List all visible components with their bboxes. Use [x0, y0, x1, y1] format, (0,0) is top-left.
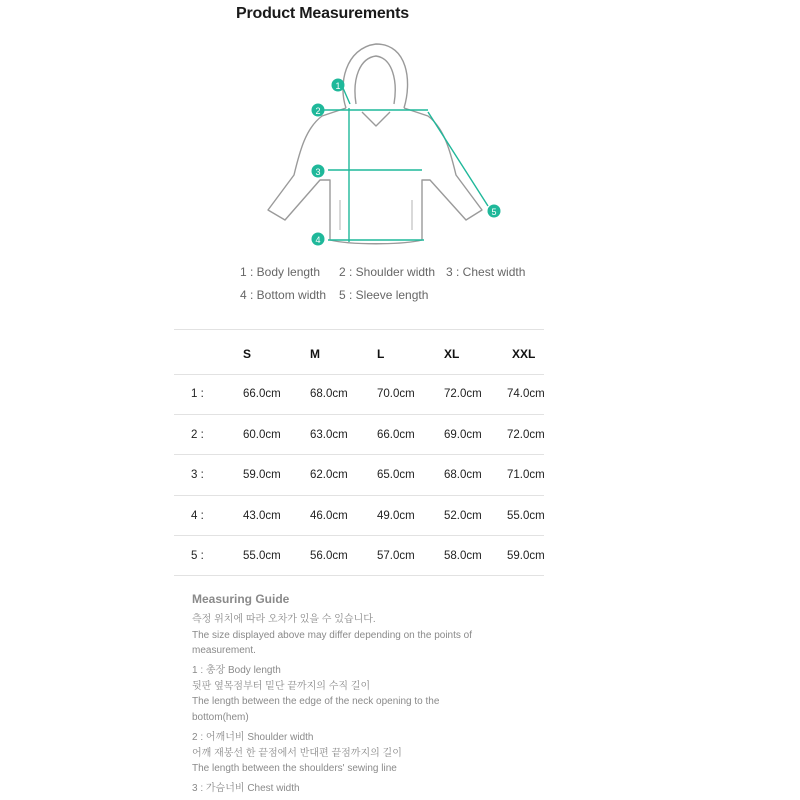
page-title: Product Measurements	[236, 5, 409, 22]
table-cell: 58.0cm	[444, 550, 482, 562]
header-xl: XL	[444, 347, 460, 361]
table-cell: 71.0cm	[507, 469, 545, 481]
marker-3	[312, 165, 325, 178]
marker-2	[312, 104, 325, 117]
guide-shoulder-width	[192, 730, 402, 777]
table-cell: 59.0cm	[243, 469, 281, 481]
header-m: M	[310, 347, 320, 361]
legend-bottom-width: 4 : Bottom width	[240, 288, 327, 302]
guide-intro-en-cont: measurement.	[192, 645, 256, 656]
svg-text:4: 4	[315, 235, 321, 245]
table-cell: 65.0cm	[377, 469, 415, 481]
table-divider	[174, 414, 544, 415]
guide-shoulder-width-en: The length between the shoulders' sewing line	[192, 763, 397, 774]
table-cell: 57.0cm	[377, 550, 415, 562]
table-cell: 66.0cm	[243, 388, 281, 400]
svg-text:2: 2	[315, 106, 321, 116]
legend-shoulder-width: 2 : Shoulder width	[339, 265, 436, 279]
table-cell: 70.0cm	[377, 388, 415, 400]
table-cell: 69.0cm	[444, 429, 482, 441]
row-label: 3 :	[191, 469, 204, 481]
table-cell: 56.0cm	[310, 550, 348, 562]
hoodie-diagram	[0, 0, 800, 260]
guide-body-length-en: The length between the edge of the neck opening to the	[192, 696, 440, 707]
guide-body-length-en-cont: bottom(hem)	[192, 711, 249, 723]
table-divider	[174, 329, 544, 330]
table-divider	[174, 495, 544, 496]
measure-lines	[322, 88, 488, 242]
hoodie-outline	[268, 44, 482, 244]
table-divider	[174, 374, 544, 375]
row-label: 5 :	[191, 550, 204, 562]
table-cell: 55.0cm	[243, 550, 281, 562]
measuring-guide-intro	[192, 612, 472, 659]
table-cell: 46.0cm	[310, 510, 348, 522]
svg-text:3: 3	[315, 167, 321, 177]
marker-4	[312, 233, 325, 246]
guide-intro-kr: 측정 위치에 따라 오차가 있을 수 있습니다.	[192, 614, 376, 625]
guide-shoulder-width-title: 2 : 어깨너비 Shoulder width	[192, 732, 314, 743]
row-label: 1 :	[191, 388, 204, 400]
legend-chest-width: 3 : Chest width	[446, 265, 526, 279]
table-cell: 72.0cm	[507, 429, 545, 441]
table-cell: 52.0cm	[444, 510, 482, 522]
guide-chest-width-title: 3 : 가슴너비 Chest width	[192, 783, 300, 794]
guide-intro-en: The size displayed above may differ depending on the points of	[192, 629, 472, 641]
guide-chest-width	[192, 781, 300, 797]
svg-text:1: 1	[335, 81, 341, 91]
header-s: S	[243, 347, 252, 361]
table-cell: 60.0cm	[243, 429, 281, 441]
guide-shoulder-width-kr: 어깨 재봉선 한 끝점에서 반대편 끝점까지의 길이	[192, 747, 402, 759]
header-l: L	[377, 347, 385, 361]
table-cell: 49.0cm	[377, 510, 415, 522]
measuring-guide-title: Measuring Guide	[192, 592, 290, 606]
table-cell: 63.0cm	[310, 429, 348, 441]
table-cell: 66.0cm	[377, 429, 415, 441]
marker-1	[332, 79, 345, 92]
table-cell: 43.0cm	[243, 510, 281, 522]
table-divider	[174, 535, 544, 536]
legend-body-length: 1 : Body length	[240, 265, 321, 279]
guide-body-length	[192, 663, 439, 725]
table-cell: 72.0cm	[444, 388, 482, 400]
row-label: 2 :	[191, 429, 204, 441]
table-divider	[174, 575, 544, 576]
marker-5	[488, 205, 501, 218]
row-label: 4 :	[191, 510, 204, 522]
table-cell: 62.0cm	[310, 469, 348, 481]
legend-sleeve-length: 5 : Sleeve length	[339, 288, 429, 302]
guide-body-length-title: 1 : 총장 Body length	[192, 665, 281, 676]
table-cell: 68.0cm	[444, 469, 482, 481]
guide-body-length-kr: 뒷판 옆목점부터 밑단 끝까지의 수직 길이	[192, 680, 371, 692]
table-cell: 68.0cm	[310, 388, 348, 400]
table-divider	[174, 454, 544, 455]
table-cell: 59.0cm	[507, 550, 545, 562]
svg-text:5: 5	[491, 207, 497, 217]
header-xxl: XXL	[512, 347, 536, 361]
table-cell: 55.0cm	[507, 510, 545, 522]
table-cell: 74.0cm	[507, 388, 545, 400]
